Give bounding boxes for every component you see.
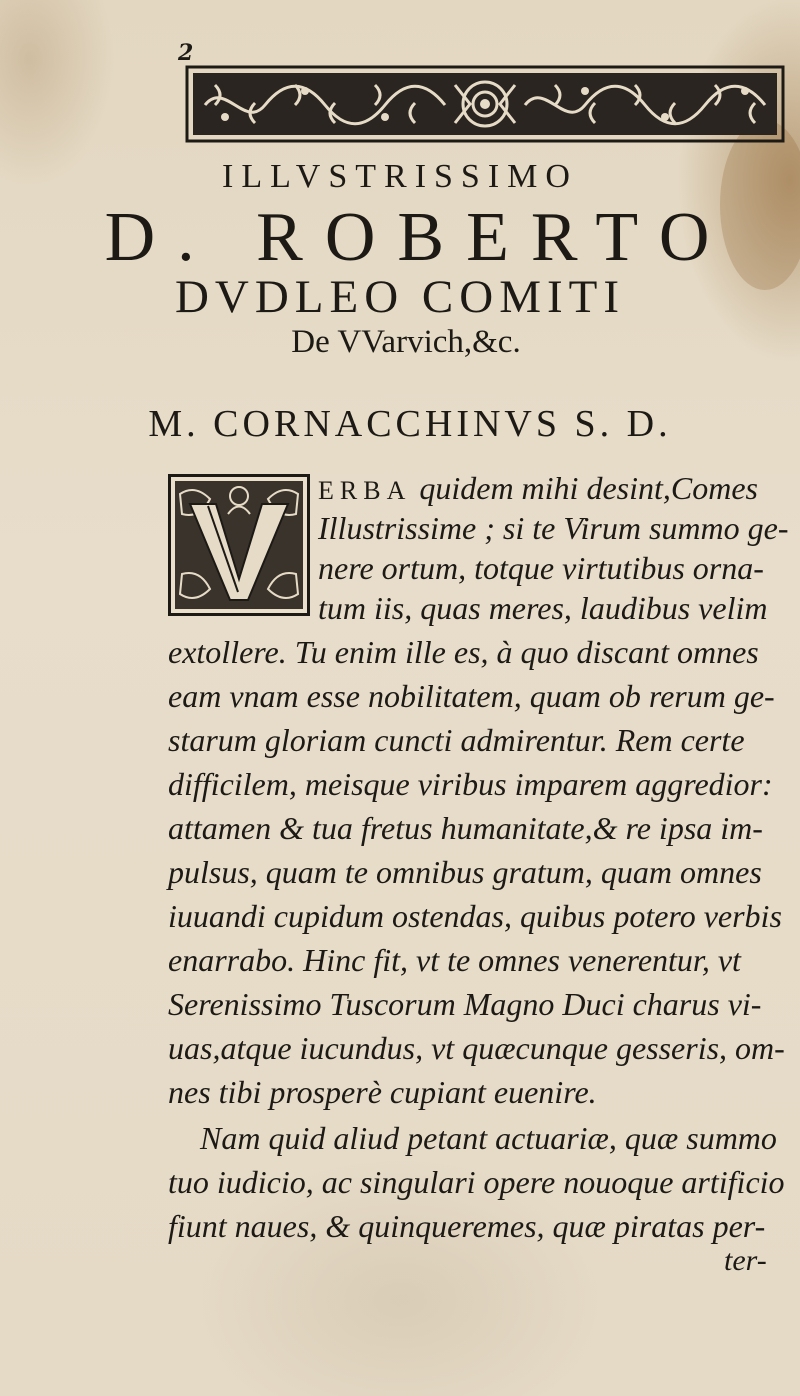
decorated-initial-v-icon: [168, 474, 310, 616]
text-line-10: pulsus, quam te omnibus gratum, quam omnes: [168, 854, 762, 890]
text-line-1: [318, 468, 758, 511]
first-word-caps: ERBA: [318, 476, 412, 505]
text-line-17: tuo iudicio, ac singulari opere nouoque artificio: [168, 1164, 785, 1200]
text-line-5: extollere. Tu enim ille es, à quo discant omnes: [168, 634, 759, 670]
text-line-2: Illustrissime ; si te Virum summo ge-: [318, 510, 789, 546]
text-line-13: Serenissimo Tuscorum Magno Duci charus vi-: [168, 986, 762, 1022]
text-line-12: enarrabo. Hinc fit, vt te omnes venerentur, vt: [168, 942, 741, 978]
text-line-11: iuuandi cupidum ostendas, quibus potero verbis: [168, 898, 782, 934]
text-line-9: attamen & tua fretus humanitate,& re ipsa im-: [168, 810, 763, 846]
text-line-18: fiunt naues, & quinqueremes, quæ piratas per-: [168, 1208, 766, 1244]
title-line-cornacchinus: M. CORNACCHINVS S. D.: [148, 403, 672, 445]
line-text: quidem mihi desint,Comes: [419, 470, 758, 506]
page-number: 2: [178, 40, 194, 66]
catchword: ter-: [724, 1244, 767, 1277]
ornamental-headpiece-icon: [185, 65, 785, 143]
text-line-16: Nam quid aliud petant actuariæ, quæ summo: [200, 1120, 777, 1156]
text-line-4: tum iis, quas meres, laudibus velim: [318, 590, 768, 626]
text-line-7: starum gloriam cuncti admirentur. Rem certe: [168, 722, 745, 758]
title-line-warwick: De VVarvich,&c.: [291, 324, 521, 360]
text-line-3: nere ortum, totque virtutibus orna-: [318, 550, 764, 586]
title-line-illustrissimo: ILLVSTRISSIMO: [222, 158, 578, 195]
text-line-8: difficilem, meisque viribus imparem aggredior:: [168, 766, 773, 802]
text-line-14: uas,atque iucundus, vt quæcunque gesseris, om-: [168, 1030, 785, 1066]
title-line-roberto: D. ROBERTO: [104, 199, 732, 276]
title-line-dudleo-comiti: DVDLEO COMITI: [174, 271, 626, 323]
text-line-6: eam vnam esse nobilitatem, quam ob rerum ge-: [168, 678, 775, 714]
text-line-15: nes tibi prosperè cupiant euenire.: [168, 1074, 597, 1110]
